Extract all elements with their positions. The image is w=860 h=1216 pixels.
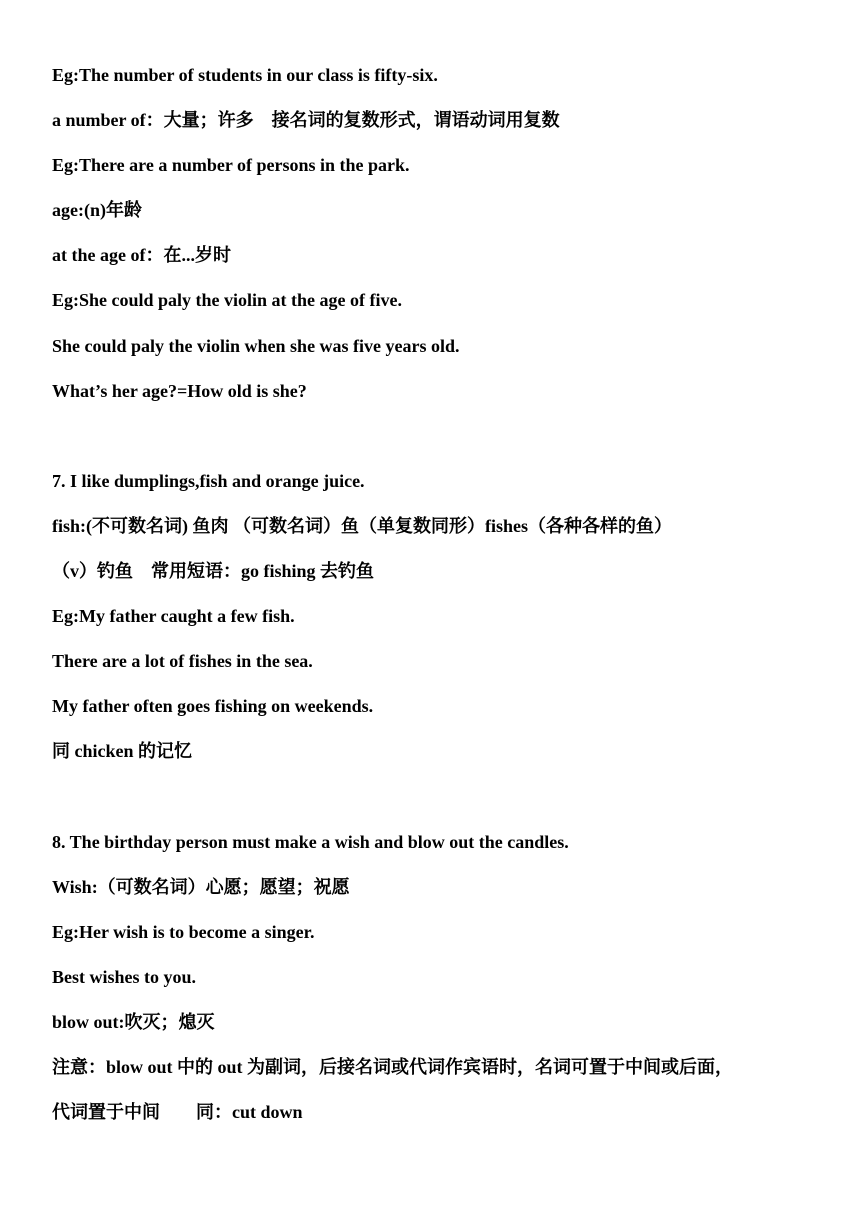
text-line-go-fishing: （v）钓鱼 常用短语：go fishing 去钓鱼: [52, 561, 375, 582]
section-heading-7: 7. I like dumplings,fish and orange juice.: [52, 470, 365, 491]
blank-line: [52, 780, 842, 825]
text-line-note-blow-out: 注意：blow out 中的 out 为副词，后接名词或代词作宾语时，名词可置于中间或后面，: [52, 1057, 734, 1078]
text-line-eg-persons-in-park: Eg:There are a number of persons in the park.: [52, 155, 410, 176]
text-line-eg-caught-fish: Eg:My father caught a few fish.: [52, 606, 295, 627]
text-line-eg-become-singer: Eg:Her wish is to become a singer.: [52, 921, 315, 942]
text-line-goes-fishing-weekends: My father often goes fishing on weekends.: [52, 696, 374, 717]
blank-line: [52, 419, 842, 464]
text-line-age-definition: age:(n)年龄: [52, 200, 142, 221]
section-heading-8: 8. The birthday person must make a wish and blow out the candles.: [52, 831, 569, 852]
text-line-cut-down: 代词置于中间 同：cut down: [52, 1102, 303, 1123]
text-line-eg-number-of-students: Eg:The number of students in our class is fifty-six.: [52, 65, 438, 85]
text-line-chicken-memory: 同 chicken 的记忆: [52, 741, 193, 762]
text-line-a-number-of: a number of：大量；许多 接名词的复数形式，谓语动词用复数: [52, 110, 560, 131]
text-line-fish-definition: fish:(不可数名词) 鱼肉 （可数名词）鱼（单复数同形）fishes（各种各样的鱼）: [52, 515, 672, 536]
text-line-fishes-in-sea: There are a lot of fishes in the sea.: [52, 651, 313, 672]
text-line-blow-out-definition: blow out:吹灭；熄灭: [52, 1011, 215, 1032]
text-line-violin-five-years-old: She could paly the violin when she was five years old.: [52, 335, 460, 356]
document-page: [52, 58, 842, 1140]
text-line-wish-definition: Wish:（可数名词）心愿；愿望；祝愿: [52, 876, 350, 897]
text-line-best-wishes: Best wishes to you.: [52, 966, 197, 987]
text-line-at-the-age-of: at the age of：在...岁时: [52, 245, 231, 266]
text-line-whats-her-age: What’s her age?=How old is she?: [52, 380, 307, 401]
text-line-eg-violin-age-five: Eg:She could paly the violin at the age of five.: [52, 290, 402, 311]
